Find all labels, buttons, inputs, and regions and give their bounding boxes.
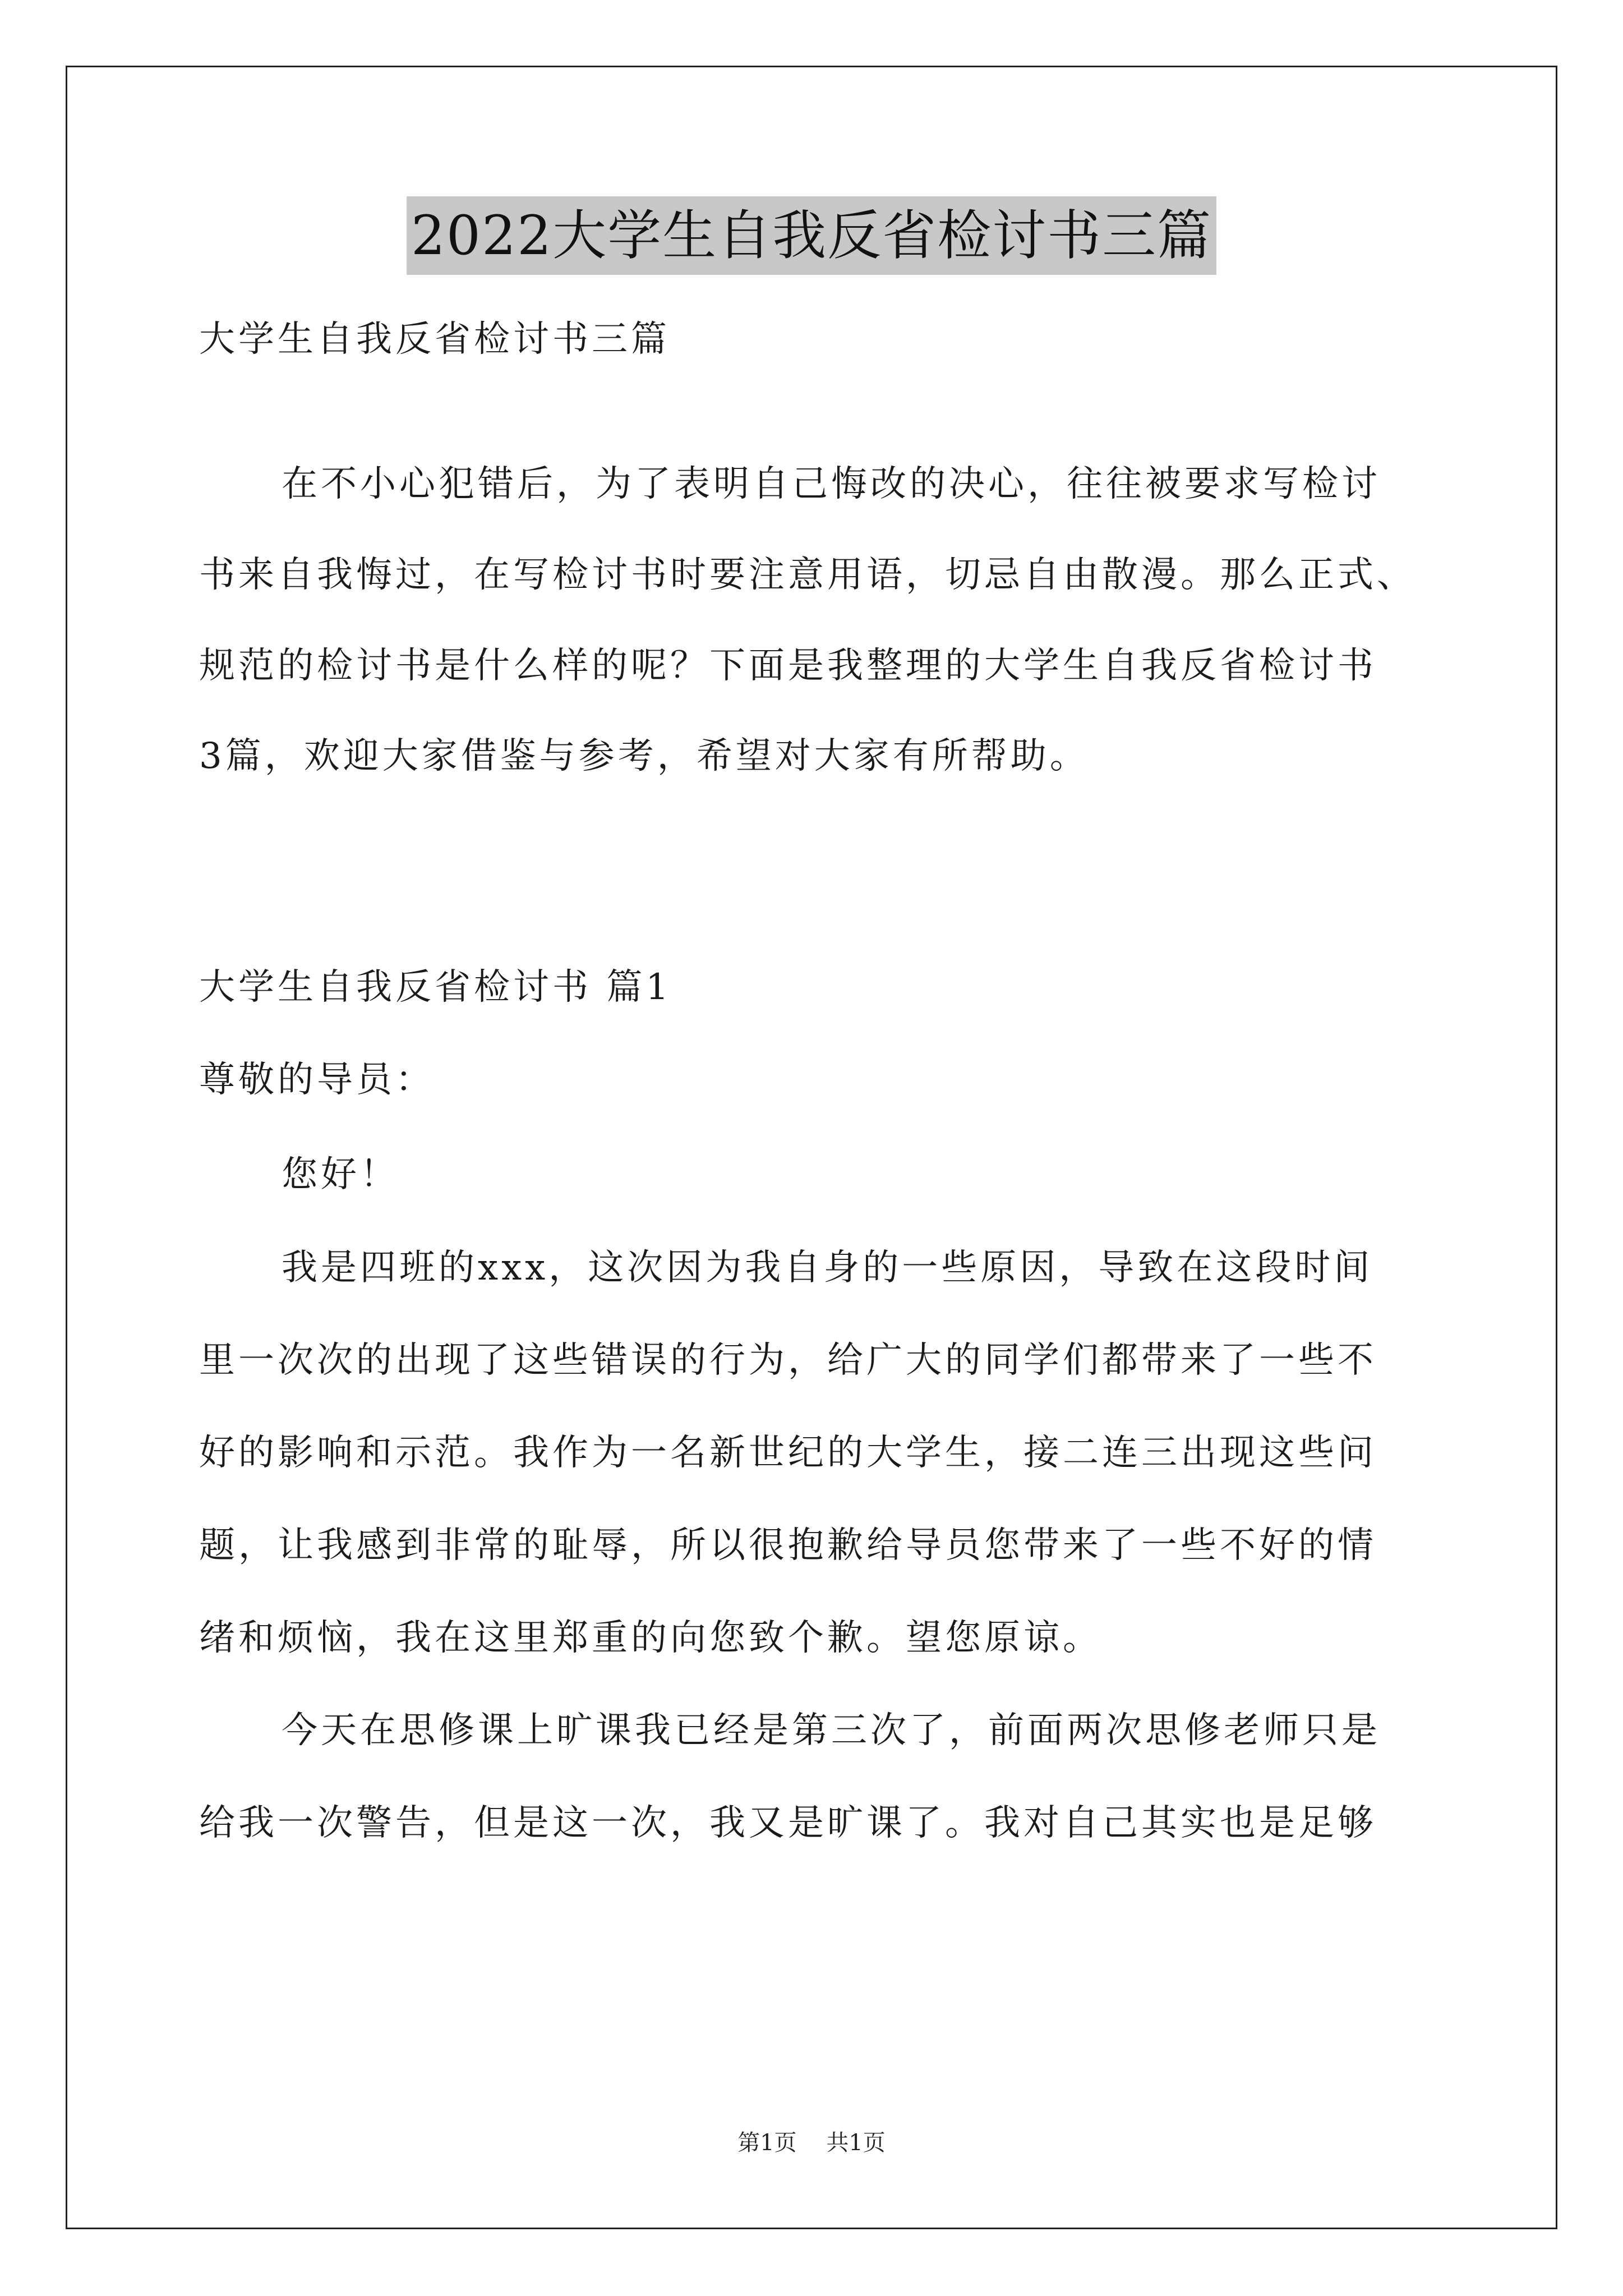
paragraph-line: 里一次次的出现了这些错误的行为，给广大的同学们都带来了一些不 [199, 1340, 1377, 1381]
salutation-line: 尊敬的导员： [199, 1059, 435, 1101]
title-container [0, 196, 1623, 275]
subtitle-line: 大学生自我反省检讨书三篇 [199, 319, 670, 360]
paragraph-line: 好的影响和示范。我作为一名新世纪的大学生，接二连三出现这些问 [199, 1432, 1377, 1474]
paragraph-line: 在不小心犯错后，为了表明自己悔改的决心，往往被要求写检讨 [282, 463, 1381, 505]
paragraph-line: 题，让我感到非常的耻辱，所以很抱歉给导员您带来了一些不好的情 [199, 1525, 1377, 1566]
paragraph-line: 书来自我悔过，在写检讨书时要注意用语，切忌自由散漫。那么正式、 [199, 554, 1416, 596]
paragraph-line: 规范的检讨书是什么样的呢？下面是我整理的大学生自我反省检讨书 [199, 645, 1377, 687]
paragraph-line: 给我一次警告，但是这一次，我又是旷课了。我对自己其实也是足够 [199, 1802, 1377, 1844]
greeting-line: 您好！ [282, 1154, 399, 1195]
page-number: 第1页 [737, 2130, 797, 2156]
page-total: 共1页 [826, 2130, 886, 2156]
section-heading: 大学生自我反省检讨书 篇1 [199, 967, 672, 1008]
page-footer [0, 2126, 1623, 2160]
document-title: 2022大学生自我反省检讨书三篇 [407, 196, 1216, 275]
paragraph-line: 今天在思修课上旷课我已经是第三次了，前面两次思修老师只是 [282, 1710, 1381, 1751]
page-border [66, 66, 1557, 2229]
paragraph-line: 绪和烦恼，我在这里郑重的向您致个歉。望您原谅。 [199, 1617, 1102, 1659]
paragraph-line: 3篇，欢迎大家借鉴与参考，希望对大家有所帮助。 [199, 735, 1089, 777]
paragraph-line: 我是四班的xxx，这次因为我自身的一些原因，导致在这段时间 [282, 1247, 1373, 1289]
